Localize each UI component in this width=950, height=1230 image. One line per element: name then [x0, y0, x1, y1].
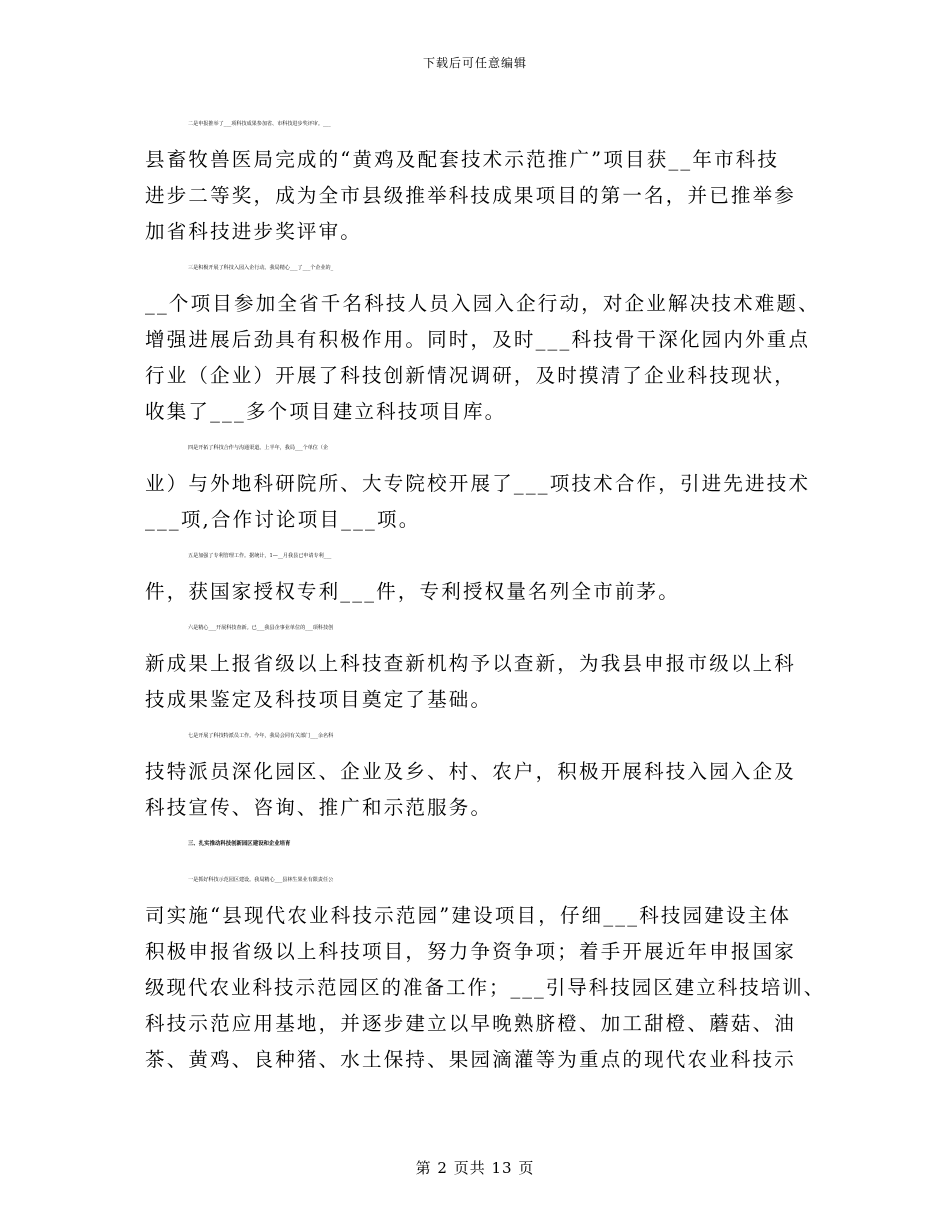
paragraph-line: 三是积极开展了科技入园入企行动。我局精心___了___个企业的_ — [188, 265, 334, 271]
section-heading: 三、扎实推动科技创新园区建设和企业培育 — [188, 841, 291, 847]
paragraph-line: 科技宣传、咨询、推广和示范服务。 — [145, 796, 493, 819]
paragraph-line: 行业（企业）开展了科技创新情况调研，及时摸清了企业科技现状， — [145, 364, 797, 387]
paragraph-line: ___项,合作讨论项目___项。 — [145, 508, 421, 531]
paragraph-line: 司实施“县现代农业科技示范园”建设项目，仔细___科技园建设主体 — [145, 904, 792, 927]
paragraph-line: 技特派员深化园区、企业及乡、村、农户，积极开展科技入园入企及 — [145, 760, 797, 783]
paragraph-line: 技成果鉴定及科技项目奠定了基础。 — [145, 688, 493, 711]
paragraph-line: 茶、黄鸡、良种猪、水土保持、果园滴灌等为重点的现代农业科技示 — [145, 1048, 797, 1071]
paragraph-line: 新成果上报省级以上科技查新机构予以查新，为我县申报市级以上科 — [145, 652, 797, 675]
paragraph-line: 进步二等奖，成为全市县级推举科技成果项目的第一名，并已推举参 — [145, 184, 797, 207]
paragraph-line: 业）与外地科研院所、大专院校开展了___项技术合作，引进先进技术 — [145, 472, 811, 495]
paragraph-line: 积极申报省级以上科技项目，努力争资争项；着手开展近年申报国家 — [145, 940, 797, 963]
paragraph-line: 一是抓好科技示范园区建设。我局精心___县林生果业有限责任公 — [188, 877, 334, 883]
page-footer: 第 2 页共 13 页 — [415, 1159, 535, 1177]
paragraph-line: 增强进展后劲具有积极作用。同时，及时___科技骨干深化园内外重点 — [145, 328, 811, 351]
paragraph-line: 件，获国家授权专利___件，专利授权量名列全市前茅。 — [145, 580, 680, 603]
paragraph-line: 六是精心___开展科技查新。已___我县企事业单位的___项科技创 — [188, 625, 334, 631]
page-header: 下载后可任意编辑 — [422, 56, 527, 70]
paragraph-line: __个项目参加全省千名科技人员入园入企行动，对企业解决技术难题、 — [145, 292, 820, 315]
paragraph-line: 五是加强了专利管理工作。据统计，1—__月我县已申请专利___ — [188, 553, 332, 559]
paragraph-line: 四是开拓了科技合作与沟通渠道。上半年，我局___个单位（企 — [188, 445, 329, 451]
paragraph-line: 科技示范应用基地，并逐步建立以早晚熟脐橙、加工甜橙、蘑菇、油 — [145, 1012, 797, 1035]
paragraph-line: 收集了___多个项目建立科技项目库。 — [145, 400, 507, 423]
paragraph-line: 七是开展了科技特派员工作。今年，我局会同有关部门___余名科 — [188, 733, 334, 739]
paragraph-line: 县畜牧兽医局完成的“黄鸡及配套技术示范推广”项目获__年市科技 — [145, 148, 780, 171]
paragraph-line: 加省科技进步奖评审。 — [145, 220, 363, 243]
paragraph-line: 级现代农业科技示范园区的准备工作；___引导科技园区建立科技培训、 — [145, 976, 826, 999]
paragraph-line: 二是申报推举了___项科技成果参加省、市科技进步奖评审。___ — [188, 121, 331, 127]
